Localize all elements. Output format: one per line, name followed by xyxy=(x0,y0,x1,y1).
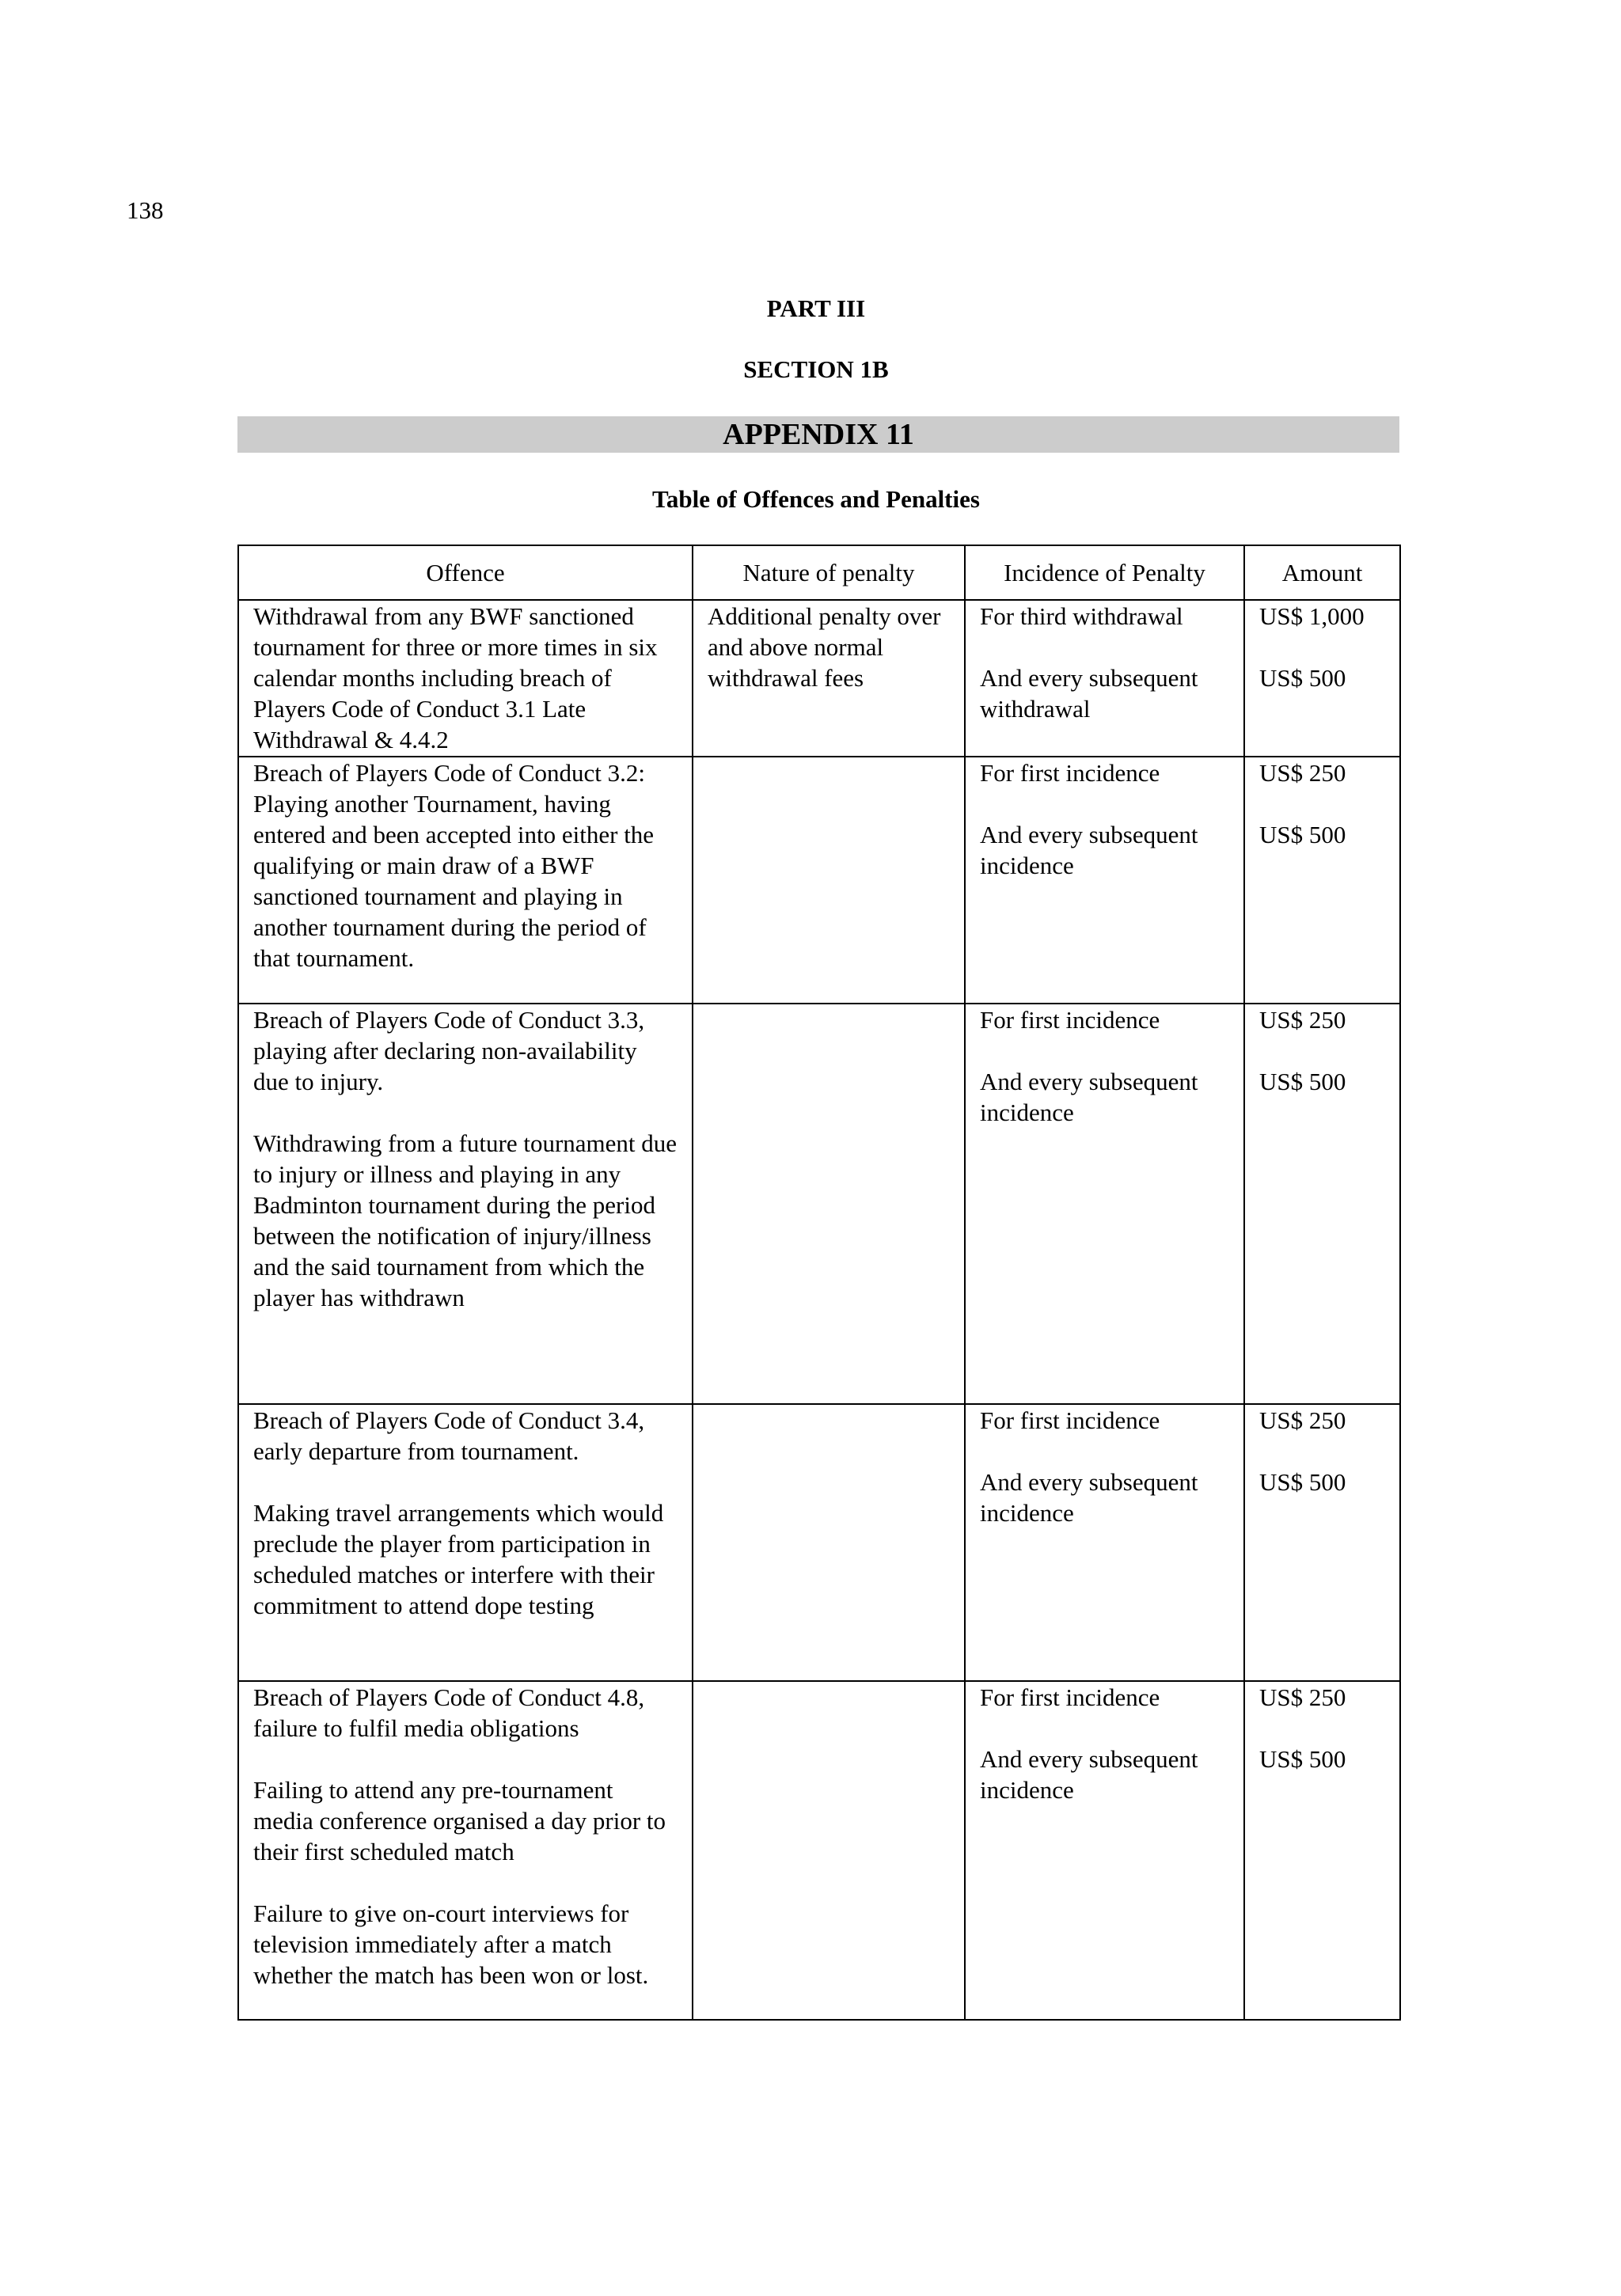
offence-detail: Failure to give on-court interviews for television immediately after a match whether the match has been won or lost. xyxy=(253,1899,649,1989)
offence-text: Withdrawal from any BWF sanctioned tournament for three or more times in six calendar months including breach of Players Code of Conduct 3.1 Late Withdrawal & 4.4.2 xyxy=(253,602,658,753)
nature-cell xyxy=(693,757,965,1004)
amount-first: US$ 250 xyxy=(1259,1683,1346,1711)
section-heading: SECTION 1B xyxy=(743,355,889,383)
offence-cell xyxy=(238,1404,693,1681)
table-title: Table of Offences and Penalties xyxy=(652,485,980,513)
incidence-subsequent: And every subsequent withdrawal xyxy=(980,664,1198,723)
offence-detail: Failing to attend any pre-tournament media conference organised a day prior to their first scheduled match xyxy=(253,1776,666,1865)
offence-detail: Playing another Tournament, having entered and been accepted into either the qualifying or main draw of a BWF sanctioned tournament and playing in another tournament during the period of that tournament. xyxy=(253,790,655,972)
amount-cell xyxy=(1244,1004,1400,1404)
incidence-first: For first incidence xyxy=(980,1006,1160,1034)
header-amount: Amount xyxy=(1244,545,1400,600)
amount-cell xyxy=(1244,757,1400,1004)
offence-text: Breach of Players Code of Conduct 3.2: xyxy=(253,759,646,787)
nature-text: Additional penalty over and above normal withdrawal fees xyxy=(708,602,941,692)
header-incidence: Incidence of Penalty xyxy=(965,545,1244,600)
incidence-subsequent: And every subsequent incidence xyxy=(980,821,1198,879)
header-offence: Offence xyxy=(238,545,693,600)
incidence-subsequent: And every subsequent incidence xyxy=(980,1745,1198,1804)
amount-first: US$ 250 xyxy=(1259,759,1346,787)
amount-first: US$ 1,000 xyxy=(1259,602,1365,630)
table-row xyxy=(238,600,1400,757)
offence-text: Breach of Players Code of Conduct 4.8, failure to fulfil media obligations xyxy=(253,1683,645,1742)
offence-detail: Withdrawing from a future tournament due to injury or illness and playing in any Badminton tournament during the period between the notification of injury/illness and the said tournament from which the player has withdrawn xyxy=(253,1129,678,1311)
appendix-title: APPENDIX 11 xyxy=(723,418,914,451)
amount-subsequent: US$ 500 xyxy=(1259,664,1346,692)
offence-cell xyxy=(238,757,693,1004)
incidence-first: For first incidence xyxy=(980,1683,1160,1711)
incidence-cell xyxy=(965,757,1244,1004)
amount-subsequent: US$ 500 xyxy=(1259,1068,1346,1095)
amount-subsequent: US$ 500 xyxy=(1259,1745,1346,1773)
incidence-first: For third withdrawal xyxy=(980,602,1183,630)
offence-cell xyxy=(238,600,693,757)
incidence-cell xyxy=(965,1681,1244,2020)
table-row xyxy=(238,1004,1400,1404)
offence-detail: Making travel arrangements which would preclude the player from participation in scheduled matches or interfere with their commitment to attend dope testing xyxy=(253,1499,664,1619)
incidence-cell xyxy=(965,600,1244,757)
incidence-subsequent: And every subsequent incidence xyxy=(980,1068,1198,1126)
amount-subsequent: US$ 500 xyxy=(1259,821,1346,848)
nature-cell xyxy=(693,1681,965,2020)
incidence-first: For first incidence xyxy=(980,1406,1160,1434)
offence-text: Breach of Players Code of Conduct 3.4, early departure from tournament. xyxy=(253,1406,645,1465)
nature-cell xyxy=(693,600,965,757)
header-nature: Nature of penalty xyxy=(693,545,965,600)
appendix-banner xyxy=(237,416,1399,453)
offence-text: Breach of Players Code of Conduct 3.3, playing after declaring non-availability due to injury. xyxy=(253,1006,645,1095)
offences-table xyxy=(237,545,1401,2021)
incidence-cell xyxy=(965,1404,1244,1681)
amount-first: US$ 250 xyxy=(1259,1406,1346,1434)
incidence-cell xyxy=(965,1004,1244,1404)
offence-cell xyxy=(238,1004,693,1404)
table-row xyxy=(238,1404,1400,1681)
table-row xyxy=(238,757,1400,1004)
part-heading: PART III xyxy=(766,294,866,322)
amount-first: US$ 250 xyxy=(1259,1006,1346,1034)
incidence-first: For first incidence xyxy=(980,759,1160,787)
amount-cell xyxy=(1244,600,1400,757)
nature-cell xyxy=(693,1404,965,1681)
table-header-row xyxy=(238,545,1400,600)
table-row xyxy=(238,1681,1400,2020)
page-number: 138 xyxy=(127,196,164,224)
amount-subsequent: US$ 500 xyxy=(1259,1468,1346,1496)
nature-cell xyxy=(693,1004,965,1404)
amount-cell xyxy=(1244,1404,1400,1681)
amount-cell xyxy=(1244,1681,1400,2020)
incidence-subsequent: And every subsequent incidence xyxy=(980,1468,1198,1527)
offence-cell xyxy=(238,1681,693,2020)
